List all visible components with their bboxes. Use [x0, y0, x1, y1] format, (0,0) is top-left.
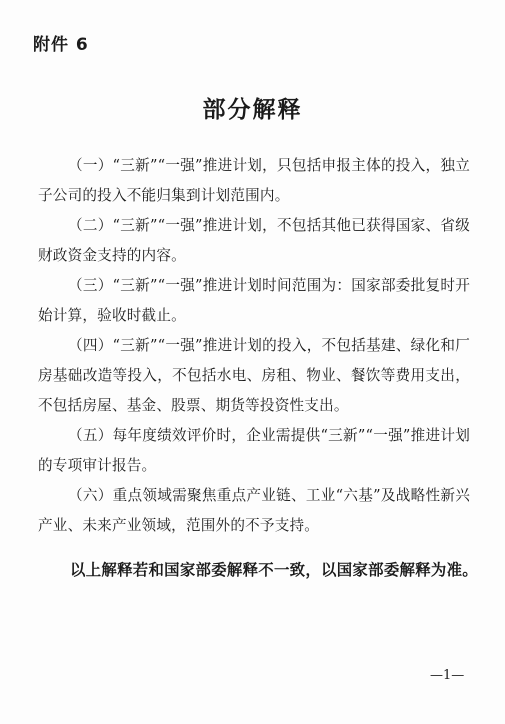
paragraph-6: （六）重点领域需聚焦重点产业链、工业“六基”及战略性新兴产业、未来产业领域，范围外的不予支持。	[38, 487, 470, 534]
paragraph-4: （四）“三新”“一强”推进计划的投入，不包括基建、绿化和厂房基础改造等投入，不包括水电、房租、物业、餐饮等费用支出，不包括房屋、基金、股票、期货等投资性支出。	[38, 337, 470, 414]
attachment-label: 附件 6	[33, 35, 89, 55]
document-body	[38, 151, 470, 541]
conclusion-statement: 以上解释若和国家部委解释不一致，以国家部委解释为准。	[70, 561, 478, 579]
paragraph-3: （三）“三新”“一强”推进计划时间范围为：国家部委批复时开始计算，验收时截止。	[38, 277, 470, 324]
paragraph-1: （一）“三新”“一强”推进计划，只包括申报主体的投入，独立子公司的投入不能归集到计划范围内。	[38, 157, 470, 204]
page-number: —1—	[430, 668, 465, 683]
paragraph-5: （五）每年度绩效评价时，企业需提供“三新”“一强”推进计划的专项审计报告。	[38, 427, 470, 474]
document-title: 部分解释	[202, 97, 303, 123]
paragraph-2: （二）“三新”“一强”推进计划，不包括其他已获得国家、省级财政资金支持的内容。	[38, 217, 470, 264]
